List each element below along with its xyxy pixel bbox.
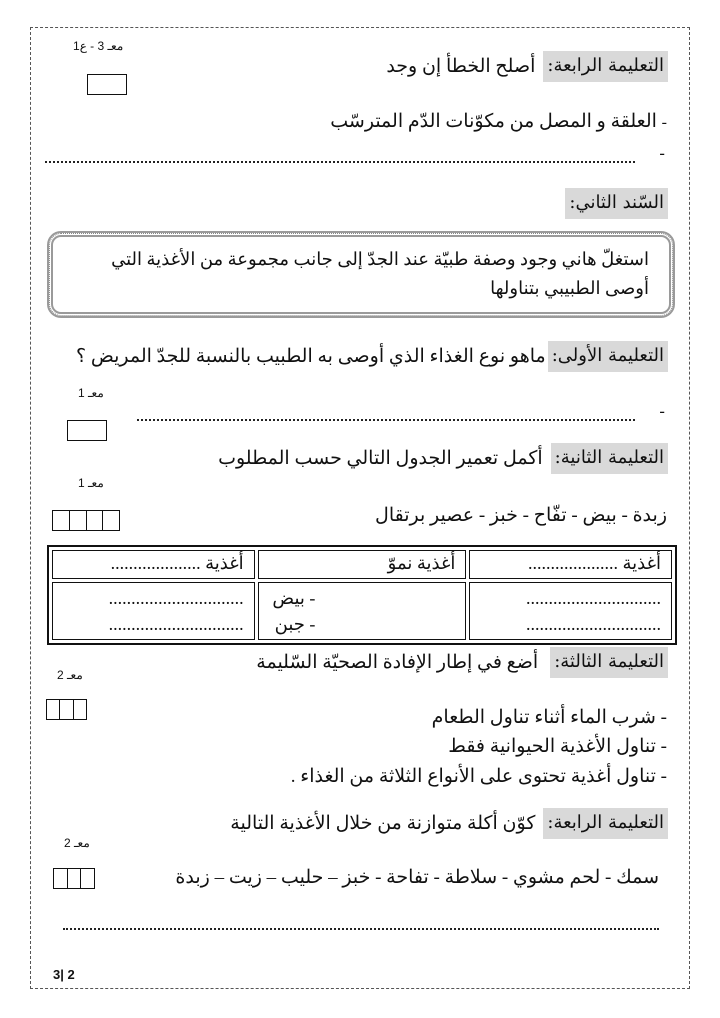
statement-item[interactable]: - تناول أغذية تحتوى على الأنواع الثلاثة من الغذاء .	[290, 766, 667, 787]
bullet: -	[659, 144, 665, 163]
sanad-text: استغلّ هاني وجود وصفة طبيّة عند الجدّ إلى جانب مجموعة من الأغذية التي أوصى الطبيبي بتناولها	[111, 249, 649, 298]
table-header: أغذية نموّ	[258, 550, 467, 579]
table-cell-energy[interactable]: .............................. ..............................	[469, 582, 672, 640]
score-box[interactable]	[46, 699, 87, 720]
task-instruction: أصلح الخطأ إن وجد	[386, 56, 536, 77]
task-2-heading	[218, 443, 668, 474]
sanad-heading	[565, 188, 668, 219]
task-2-instruction: أكمل تعمير الجدول التالي حسب المطلوب	[218, 448, 543, 469]
score-box[interactable]	[53, 868, 95, 889]
foods-list: زبدة - بيض - تفّاح - خبز - عصير برتقال	[375, 505, 667, 526]
statement-item[interactable]: - تناول الأغذية الحيوانية فقط	[448, 736, 667, 757]
task-1-heading	[76, 341, 668, 372]
score-mark: معـ 1	[78, 476, 104, 490]
task-3-label: التعليمة الثالثة:	[550, 647, 668, 678]
score-mark: معـ 2	[57, 668, 83, 682]
table-header: أغذية ....................	[52, 550, 255, 579]
answer-line[interactable]	[63, 928, 659, 930]
answer-line[interactable]	[45, 161, 635, 163]
score-box[interactable]	[87, 74, 127, 95]
task-3-instruction: أضع في إطار الإفادة الصحيّة السّليمة	[256, 652, 539, 673]
task-label: التعليمة الرابعة:	[543, 51, 668, 82]
food-groups-table	[47, 545, 677, 645]
page-number: 3| 2	[53, 967, 75, 982]
foods-list: سمك - لحم مشوي - سلاطة - تفاحة - خبز – حليب – زيت – زبدة	[175, 867, 659, 888]
score-mark: معـ 2	[64, 836, 90, 850]
task-3-heading	[256, 647, 668, 678]
statement-line: - العلقة و المصل من مكوّنات الدّم المترسّب	[330, 111, 667, 132]
score-mark: معـ 1	[78, 386, 104, 400]
answer-line[interactable]	[137, 419, 635, 421]
table-header: أغذية ....................	[469, 550, 672, 579]
task-4-heading	[230, 808, 668, 839]
statement-text: العلقة و المصل من مكوّنات الدّم المترسّب	[330, 111, 657, 132]
task-2-label: التعليمة الثانية:	[551, 443, 668, 474]
score-box[interactable]	[67, 420, 107, 441]
score-mark: معـ 3 - ع1	[73, 39, 124, 53]
task-heading	[386, 51, 668, 82]
score-box[interactable]	[52, 510, 120, 531]
sanad-title: السّند الثاني:	[565, 188, 668, 219]
table-row	[52, 582, 672, 640]
statement-item[interactable]: - شرب الماء أثناء تناول الطعام	[431, 707, 667, 728]
bullet: -	[659, 402, 665, 421]
worksheet-page	[30, 27, 690, 989]
task-1-question: ماهو نوع الغذاء الذي أوصى به الطبيب بالنسبة للجدّ المريض ؟	[75, 346, 546, 367]
sanad-frame	[47, 231, 675, 318]
table-cell-protection[interactable]: .............................. ..............................	[52, 582, 255, 640]
task-1-label: التعليمة الأولى:	[548, 341, 668, 372]
task-4-instruction: كوّن أكلة متوازنة من خلال الأغذية التالية	[230, 813, 536, 834]
table-cell-growth: - بيض - جبن	[258, 582, 467, 640]
task-4-label: التعليمة الرابعة:	[543, 808, 668, 839]
table-header-row	[52, 550, 672, 579]
